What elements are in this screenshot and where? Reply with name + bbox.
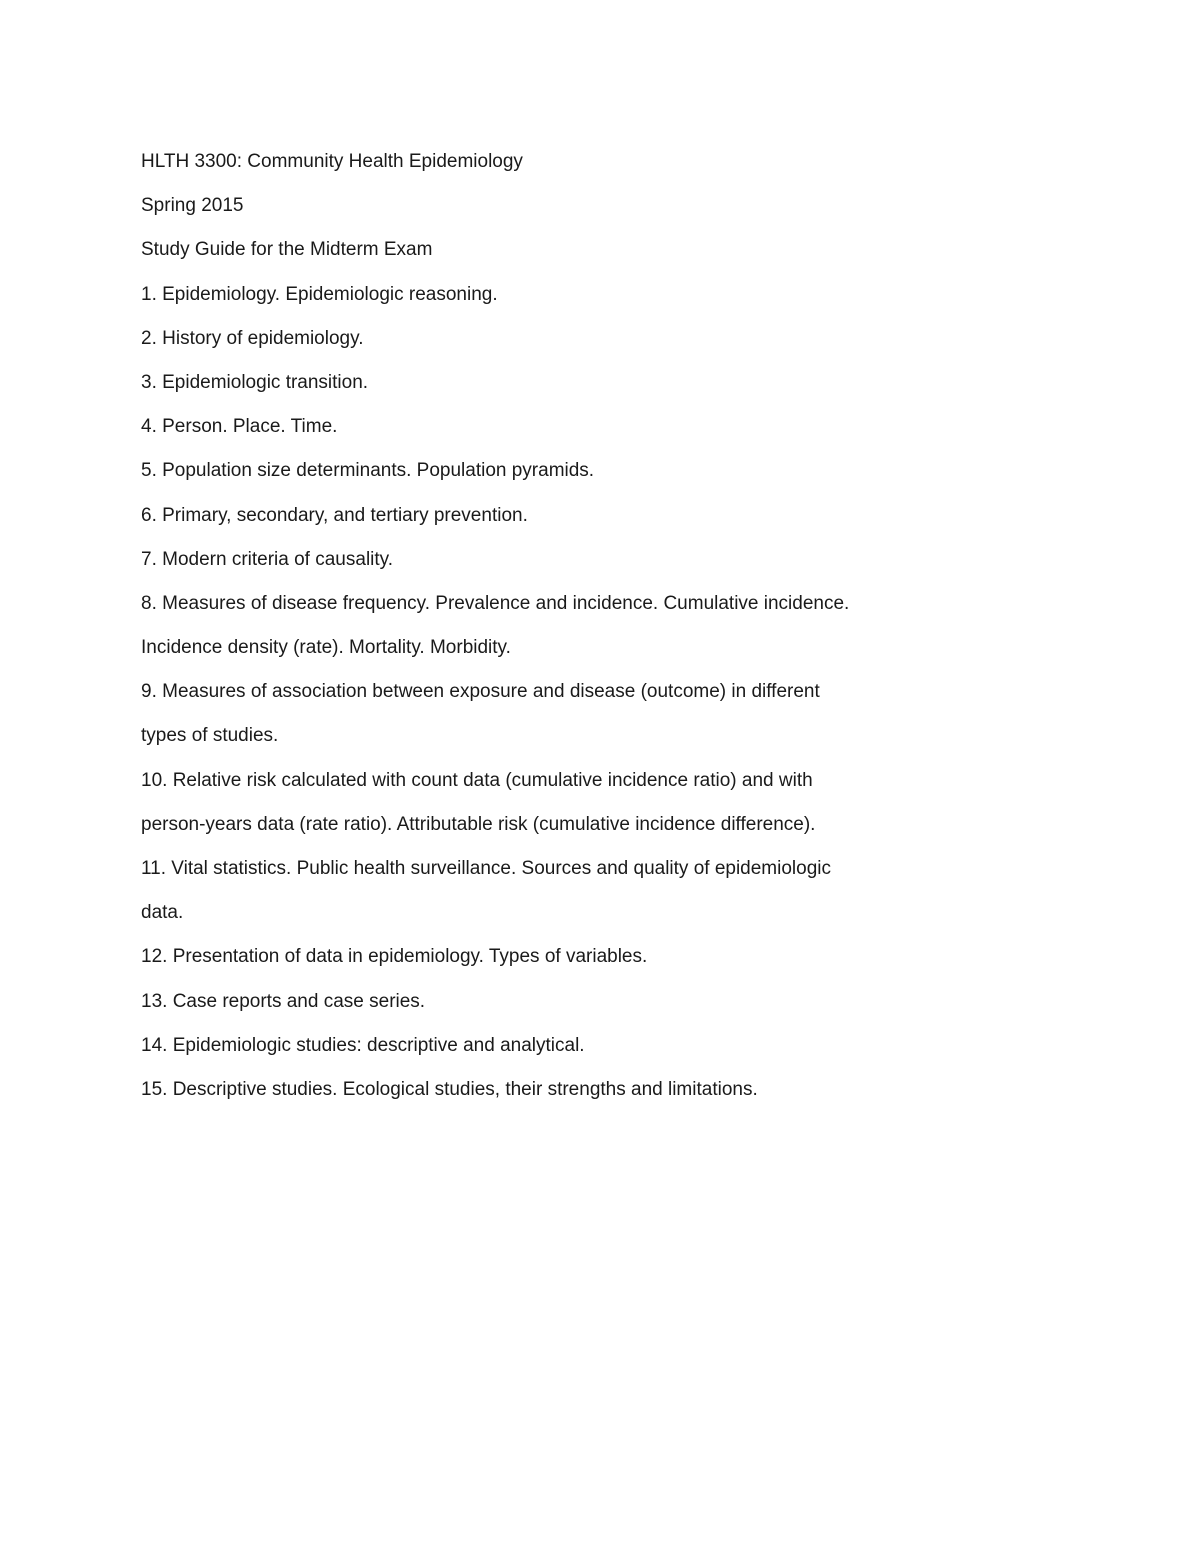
topic-line: 5. Population size determinants. Population pyramids. (141, 460, 595, 482)
topic-line: 9. Measures of association between exposure and disease (outcome) in different (141, 681, 820, 703)
topic-line: 14. Epidemiologic studies: descriptive and analytical. (141, 1034, 585, 1056)
topic-line: person-years data (rate ratio). Attributable risk (cumulative incidence difference). (141, 813, 816, 835)
topic-line: 6. Primary, secondary, and tertiary prevention. (141, 504, 528, 526)
guide-subtitle: Study Guide for the Midterm Exam (141, 239, 433, 261)
topic-line: Incidence density (rate). Mortality. Morbidity. (141, 637, 511, 659)
course-title: HLTH 3300: Community Health Epidemiology (141, 151, 523, 172)
topic-line: 10. Relative risk calculated with count data (cumulative incidence ratio) and with (141, 769, 813, 791)
topic-line: 2. History of epidemiology. (141, 327, 364, 349)
study-guide-content (141, 140, 1041, 1112)
topic-line: 4. Person. Place. Time. (141, 416, 338, 438)
topic-line: 3. Epidemiologic transition. (141, 371, 369, 393)
topic-line: 1. Epidemiology. Epidemiologic reasoning. (141, 283, 498, 305)
topic-line: 13. Case reports and case series. (141, 990, 426, 1012)
topic-line: 11. Vital statistics. Public health surveillance. Sources and quality of epidemiologic (141, 858, 832, 879)
topic-line: 12. Presentation of data in epidemiology. Types of variables. (141, 946, 648, 968)
term: Spring 2015 (141, 195, 244, 217)
topic-line: data. (141, 902, 184, 924)
topic-line: 7. Modern criteria of causality. (141, 548, 394, 570)
topic-line: 15. Descriptive studies. Ecological studies, their strengths and limitations. (141, 1078, 758, 1100)
topic-line: types of studies. (141, 725, 279, 747)
topic-line: 8. Measures of disease frequency. Prevalence and incidence. Cumulative incidence. (141, 592, 850, 614)
